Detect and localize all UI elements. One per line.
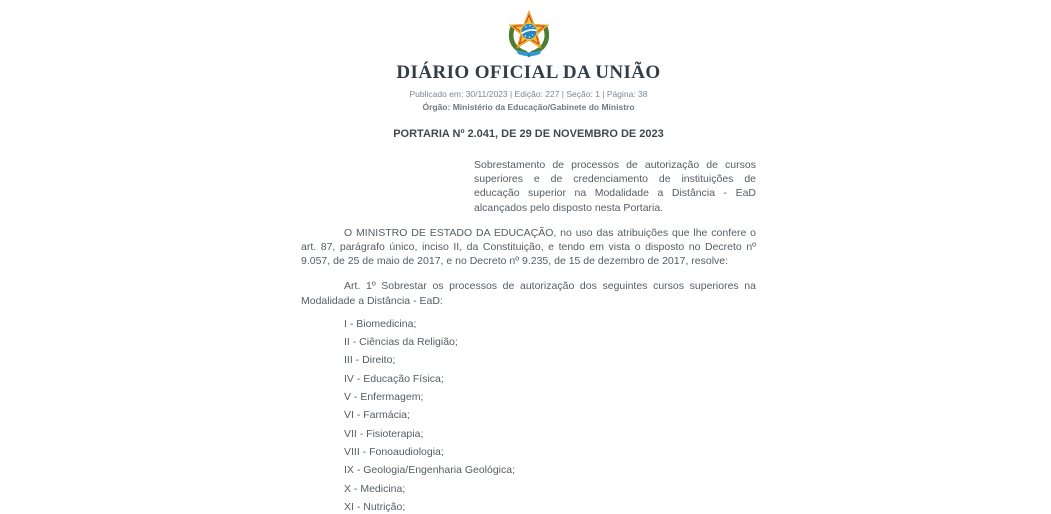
preamble-paragraph: O MINISTRO DE ESTADO DA EDUCAÇÃO, no uso das atribuições que lhe confere o art. 87, parágrafo único, inciso II, da Constituição, e tendo em vista o disposto no Decreto nº 9.057, de 25 de maio de 2017, e no Decreto nº 9.235, de 15 de dezembro de 2017, resolve:: [301, 226, 756, 268]
dou-title: DIÁRIO OFICIAL DA UNIÃO: [396, 62, 661, 83]
list-item: VIII - Fonoaudiologia;: [344, 445, 444, 458]
list-item: VII - Fisioterapia;: [344, 427, 424, 440]
list-item: I - Biomedicina;: [344, 317, 417, 330]
dou-page: [301, 0, 756, 514]
list-item: III - Direito;: [344, 354, 396, 367]
portaria-summary: Sobrestamento de processos de autorização de cursos superiores e de credenciamento de instituições de educação superior na Modalidade a Distância - EaD alcançados pelo disposto nesta Portaria.: [474, 159, 756, 214]
publication-meta: Publicado em: 30/11/2023 | Edição: 227 | Seção: 1 | Página: 38: [409, 89, 648, 99]
list-item: X - Medicina;: [344, 482, 406, 495]
list-item: II - Ciências da Religião;: [344, 336, 458, 349]
portaria-title: PORTARIA Nº 2.041, DE 29 DE NOVEMBRO DE 2023: [393, 128, 664, 140]
list-item: IV - Educação Física;: [344, 372, 444, 385]
article-1-paragraph: Art. 1º Sobrestar os processos de autorização dos seguintes cursos superiores na Modalidade a Distância - EaD:: [301, 280, 756, 307]
list-item: VI - Farmácia;: [344, 409, 410, 422]
course-list: [301, 317, 756, 514]
list-item: V - Enfermagem;: [344, 391, 424, 404]
portaria-document: [301, 128, 756, 514]
dou-masthead: [301, 10, 756, 112]
list-item: IX - Geologia/Engenharia Geológica;: [344, 464, 516, 477]
organ-line: Órgão: Ministério da Educação/Gabinete do Ministro: [422, 102, 635, 112]
list-item: XI - Nutrição;: [344, 500, 406, 513]
brazil-coat-of-arms-icon: [503, 10, 555, 58]
